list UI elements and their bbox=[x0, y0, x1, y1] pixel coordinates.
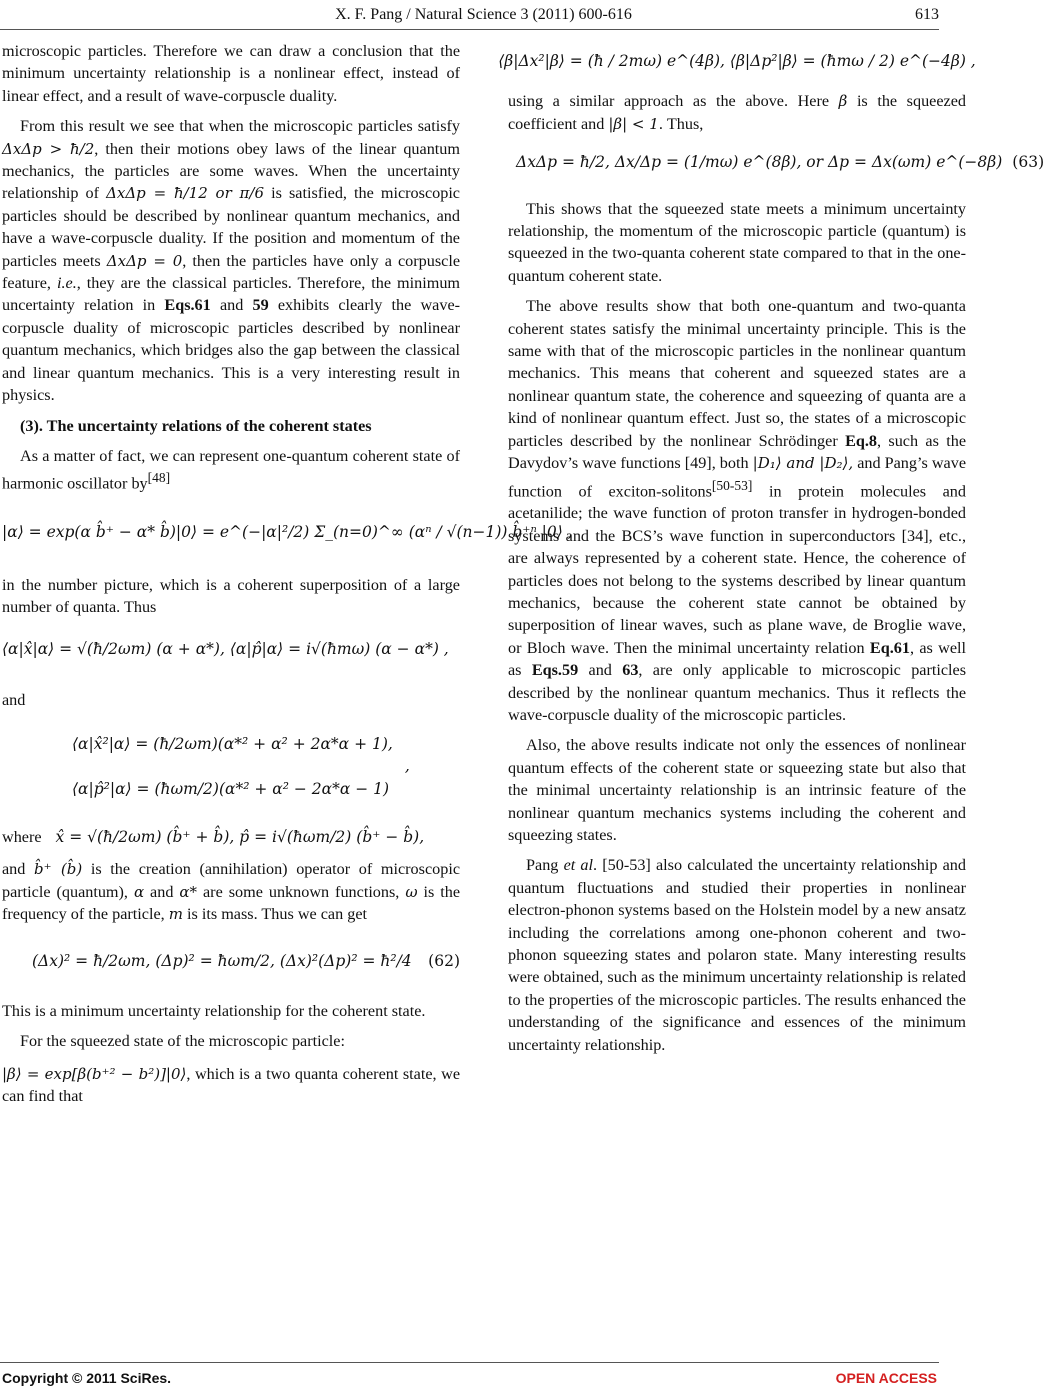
eq-reference: Eqs.59 bbox=[531, 661, 579, 680]
equation-operators: x̂ = √(ħ/2ωm) (b̂⁺ + b̂), p̂ = i√(ħωm/2) (b̂⁺ − b̂), bbox=[55, 827, 425, 846]
math-inline: |β| < 1 bbox=[608, 114, 659, 133]
math-inline: α* bbox=[179, 882, 198, 901]
equation-number: (62) bbox=[428, 951, 460, 970]
page-number: 613 bbox=[915, 6, 939, 23]
eq-reference: Eq.8 bbox=[845, 431, 878, 450]
math-inline: b̂⁺ (b̂) bbox=[34, 860, 83, 879]
eq-reference: Eqs.61 bbox=[164, 296, 211, 315]
math-inline: ΔxΔp > ħ/2 bbox=[2, 139, 95, 158]
page-header bbox=[0, 6, 967, 32]
eq-reference: Eq.61 bbox=[869, 638, 910, 657]
paragraph: Also, the above results indicate not only the essences of nonlinear quantum effects of the coherent state or squeezing state but also that the minimal uncertainty relationship is an intrinsic feature of the nonlinear quantum mechanics systems including the coherent and squeezing states. bbox=[508, 736, 966, 844]
equation-squeezed-state: |β⟩ = exp[β(b⁺² − b²)]|0⟩ bbox=[2, 1064, 187, 1083]
equation-p-squared: ⟨α|p̂²|α⟩ = (ħωm/2)(α*² + α² − 2α*α − 1) bbox=[72, 779, 390, 798]
paragraph: This shows that the squeezed state meets a minimum uncertainty relationship, the momentum of the microscopic particle (quantum) is squeezed in the two-quanta coherent state compared to that in the one-quantum coherent state. bbox=[508, 199, 966, 285]
page-footer bbox=[0, 1362, 967, 1386]
copyright: Copyright © 2011 SciRes. bbox=[2, 1370, 172, 1386]
paragraph: and b̂⁺ (b̂) is the creation (annihilation) operator of microscopic particle (quantum), α and α* are some unknown functions, ω is the frequency of the particle, m is its mass. Thus we can get bbox=[2, 860, 461, 924]
equation-second-moments: ⟨α|x̂²|α⟩ = (ħ/2ωm)(α*² + α² + 2α*α + 1), ⟨α|p̂²|α⟩ = (ħωm/2)(α*² + α² − 2α*α − 1) , bbox=[2, 733, 460, 800]
equation-expectation: ⟨α|x̂|α⟩ = √(ħ/2ωm) (α + α*), ⟨α|p̂|α⟩ = i√(ħmω) (α − α*) , bbox=[2, 640, 449, 659]
math-inline: m bbox=[168, 905, 183, 924]
paragraph: This is a minimum uncertainty relationship for the coherent state. bbox=[2, 1001, 426, 1020]
paragraph: microscopic particles. Therefore we can draw a conclusion that the minimum uncertainty relationship is a nonlinear effect, instead of linear effect, and a result of wave-corpuscle duality. bbox=[2, 42, 460, 105]
eq-reference: 59 bbox=[252, 296, 269, 315]
math-inline: ω bbox=[405, 882, 418, 901]
math-inline: β bbox=[838, 92, 848, 111]
equation-x-squared: ⟨α|x̂²|α⟩ = (ħ/2ωm)(α*² + α² + 2α*α + 1), bbox=[72, 735, 393, 754]
math-inline: ΔxΔp = 0 bbox=[106, 251, 183, 270]
equation-coherent-state: |α⟩ = exp(α b̂⁺ − α* b̂)|0⟩ = e^(−|α|²/2) Σ_(n=0)^∞ (αⁿ / √(n−1)) b̂⁺ⁿ |0⟩ , bbox=[2, 523, 573, 542]
citation: [50-53] bbox=[711, 477, 753, 493]
eq-reference: 63 bbox=[622, 661, 639, 680]
paragraph: in the number picture, which is a coherent superposition of a large number of quanta. Thus bbox=[2, 575, 460, 616]
paragraph: The above results show that both one-quantum and two-quanta coherent states satisfy the minimal uncertainty principle. This is the same with that of the microscopic particles in the nonlinear quantum mechanics. This means that coherent and squeezed states are a nonlinear quantum state, the coherence and squeezing of quanta are a kind of nonlinear quantum effect. Just so, the states of a microscopic particles described by the nonlinear Schrödinger Eq.8, such as the Davydov’s wave functions [49], both |D₁⟩ and |D₂⟩, and Pang’s wave function of exciton-solitons[50-53] in protein molecules and acetanilide; the wave function of proton transfer in hydrogen-bonded systems and the BCS’s wave function in superconductors [34], etc., are always represented by a coherent state. Hence, the coherence of particles does not belong to the systems described by linear quantum mechanics, because the coherent state cannot be obtained by superposition of linear waves, such as plane wave, de Broglie wave, or Bloch wave. Then the minimal uncertainty relation Eq.61, as well as Eqs.59 and 63, are only applicable to microscopic particles described by the nonlinear quantum mechanics. Thus it reflects the wave-corpuscle duality of the microscopic particles. bbox=[508, 297, 967, 724]
equation-squeezed-expectation: ⟨β|Δx²|β⟩ = (ħ / 2mω) e^(4β), ⟨β|Δp²|β⟩ = (ħmω / 2) e^(−4β) , bbox=[498, 52, 976, 70]
header-rule bbox=[0, 29, 939, 30]
paragraph: For the squeezed state of the microscopic particle: bbox=[20, 1032, 345, 1051]
equation-63: ΔxΔp = ħ/2, Δx/Δp = (1/mω) e^(8β), or Δp = Δx(ωm) e^(−8β) (63) bbox=[508, 151, 966, 173]
where-label: where bbox=[2, 827, 42, 846]
equation-62: (Δx)² = ħ/2ωm, (Δp)² = ħωm/2, (Δx)²(Δp)² = ħ²/4 (62) bbox=[2, 950, 460, 972]
paragraph: Pang et al. [50-53] also calculated the uncertainty relationship and quantum fluctuations and studied their properties in nonlinear electron-phonon systems based on the Holstein model by a new ansatz including the correlations among one-phonon coherent and two-phonon squeezing states and polaron state. Many interesting results were obtained, such as the minimum uncertainty relationship is related to the properties of the microscopic particles. The results enhanced the understanding of the significance and essences of the minimum uncertainty relationship. bbox=[508, 856, 966, 1054]
running-title: X. F. Pang / Natural Science 3 (2011) 600-616 bbox=[335, 6, 632, 23]
paragraph: and bbox=[2, 690, 26, 709]
open-access-label: OPEN ACCESS bbox=[835, 1370, 937, 1386]
citation: [48] bbox=[147, 470, 171, 486]
math-inline: α bbox=[133, 882, 145, 901]
math-inline: ΔxΔp = ħ/12 or π/6 bbox=[106, 184, 265, 203]
footer-rule bbox=[0, 1362, 939, 1363]
equation-operators-line bbox=[2, 826, 460, 848]
section-heading: (3). The uncertainty relations of the coherent states bbox=[20, 416, 372, 435]
paragraph: From this result we see that when the microscopic particles satisfy ΔxΔp > ħ/2, then their motions obey laws of the linear quantum mechanics, the particles are some waves. When the uncertainty relationship of ΔxΔp = ħ/12 or π/6 is satisfied, the microscopic particles should be described by nonlinear quantum mechanics, and have a wave-corpuscle duality. If the position and momentum of the particles meets ΔxΔp = 0, then the particles have only a corpuscle feature, i.e., they are the classical particles. Therefore, the minimum uncertainty relation in Eqs.61 and 59 exhibits clearly the wave-corpuscle duality of microscopic particles described by nonlinear quantum mechanics, which bridges also the gap between the classical and linear quantum mechanics. This is a very interesting result in physics. bbox=[2, 117, 461, 405]
paragraph: |β⟩ = exp[β(b⁺² − b²)]|0⟩, which is a two quanta coherent state, we can find that bbox=[2, 1064, 461, 1106]
math-inline: |D₁⟩ and |D₂⟩, bbox=[752, 454, 854, 473]
paragraph: As a matter of fact, we can represent one-quantum coherent state of harmonic oscillator by[48] bbox=[2, 446, 460, 493]
right-column bbox=[498, 40, 1044, 1064]
equation-number: (63) bbox=[1012, 153, 1044, 172]
paragraph: using a similar approach as the above. Here β is the squeezed coefficient and |β| < 1. Thus, bbox=[508, 92, 967, 133]
